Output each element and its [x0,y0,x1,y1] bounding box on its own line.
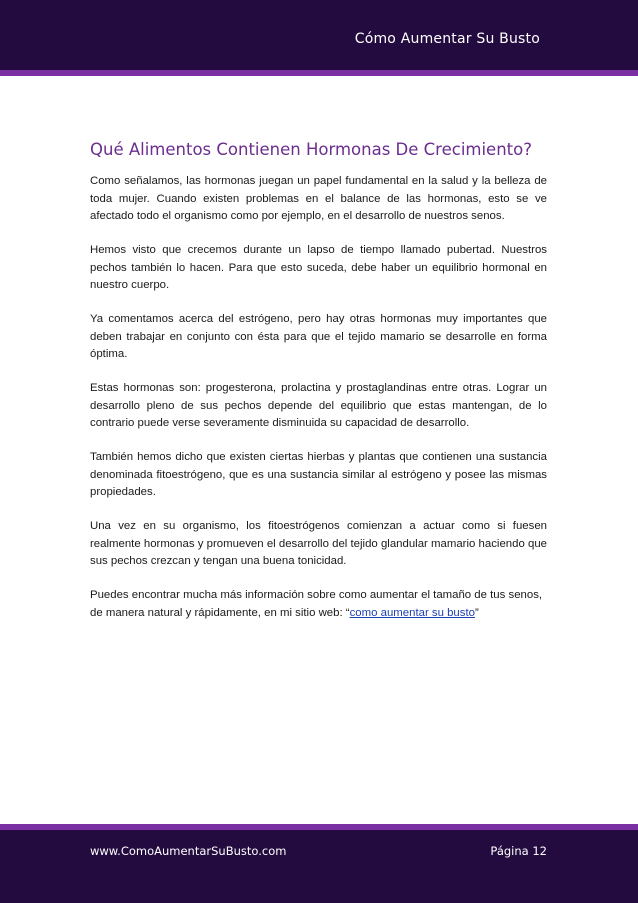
paragraph: Una vez en su organismo, los fitoestrógenos comienzan a actuar como si fuesen realmente hormonas y promueven el desarrollo del tejido glandular mamario haciendo que sus pechos crezcan y tengan una buena tonicidad. [90,520,547,567]
closing-text: Puedes encontrar mucha más información sobre como aumentar el tamaño de tus senos, de manera natural y rápidamente, en mi sitio web: “ [90,589,543,619]
paragraph: Ya comentamos acerca del estrógeno, pero hay otras hormonas muy importantes que deben trabajar en conjunto con ésta para que el tejido mamario se desarrolle en forma óptima. [90,313,547,360]
page-header [0,0,638,76]
page-footer [0,824,638,903]
page-content [90,140,547,639]
header-title: Cómo Aumentar Su Busto [354,31,540,47]
paragraph: Como señalamos, las hormonas juegan un papel fundamental en la salud y la belleza de toda mujer. Cuando existen problemas en el balance de las hormonas, esto se ve afectado todo el organismo como por ejemplo, en el desarrollo de nuestros senos. [90,175,547,222]
paragraph: Estas hormonas son: progesterona, prolactina y prostaglandinas entre otras. Lograr un desarrollo pleno de sus pechos depende del equilibrio que estas mantengan, de lo contrario puede verse severamente disminuida su capacidad de desarrollo. [90,382,547,429]
closing-quote: ” [474,606,479,619]
website-link[interactable]: como aumentar su busto [349,606,475,619]
closing-paragraph [90,587,547,622]
footer-website: www.ComoAumentarSuBusto.com [90,844,287,858]
page-number: Página 12 [490,844,547,858]
paragraph: Hemos visto que crecemos durante un lapso de tiempo llamado pubertad. Nuestros pechos también lo hacen. Para que esto suceda, debe haber un equilibrio hormonal en nuestro cuerpo. [90,244,547,291]
section-title: Qué Alimentos Contienen Hormonas De Crecimiento? [90,140,532,159]
paragraph: También hemos dicho que existen ciertas hierbas y plantas que contienen una sustancia denominada fitoestrógeno, que es una sustancia similar al estrógeno y posee las mismas propiedades. [90,451,547,498]
